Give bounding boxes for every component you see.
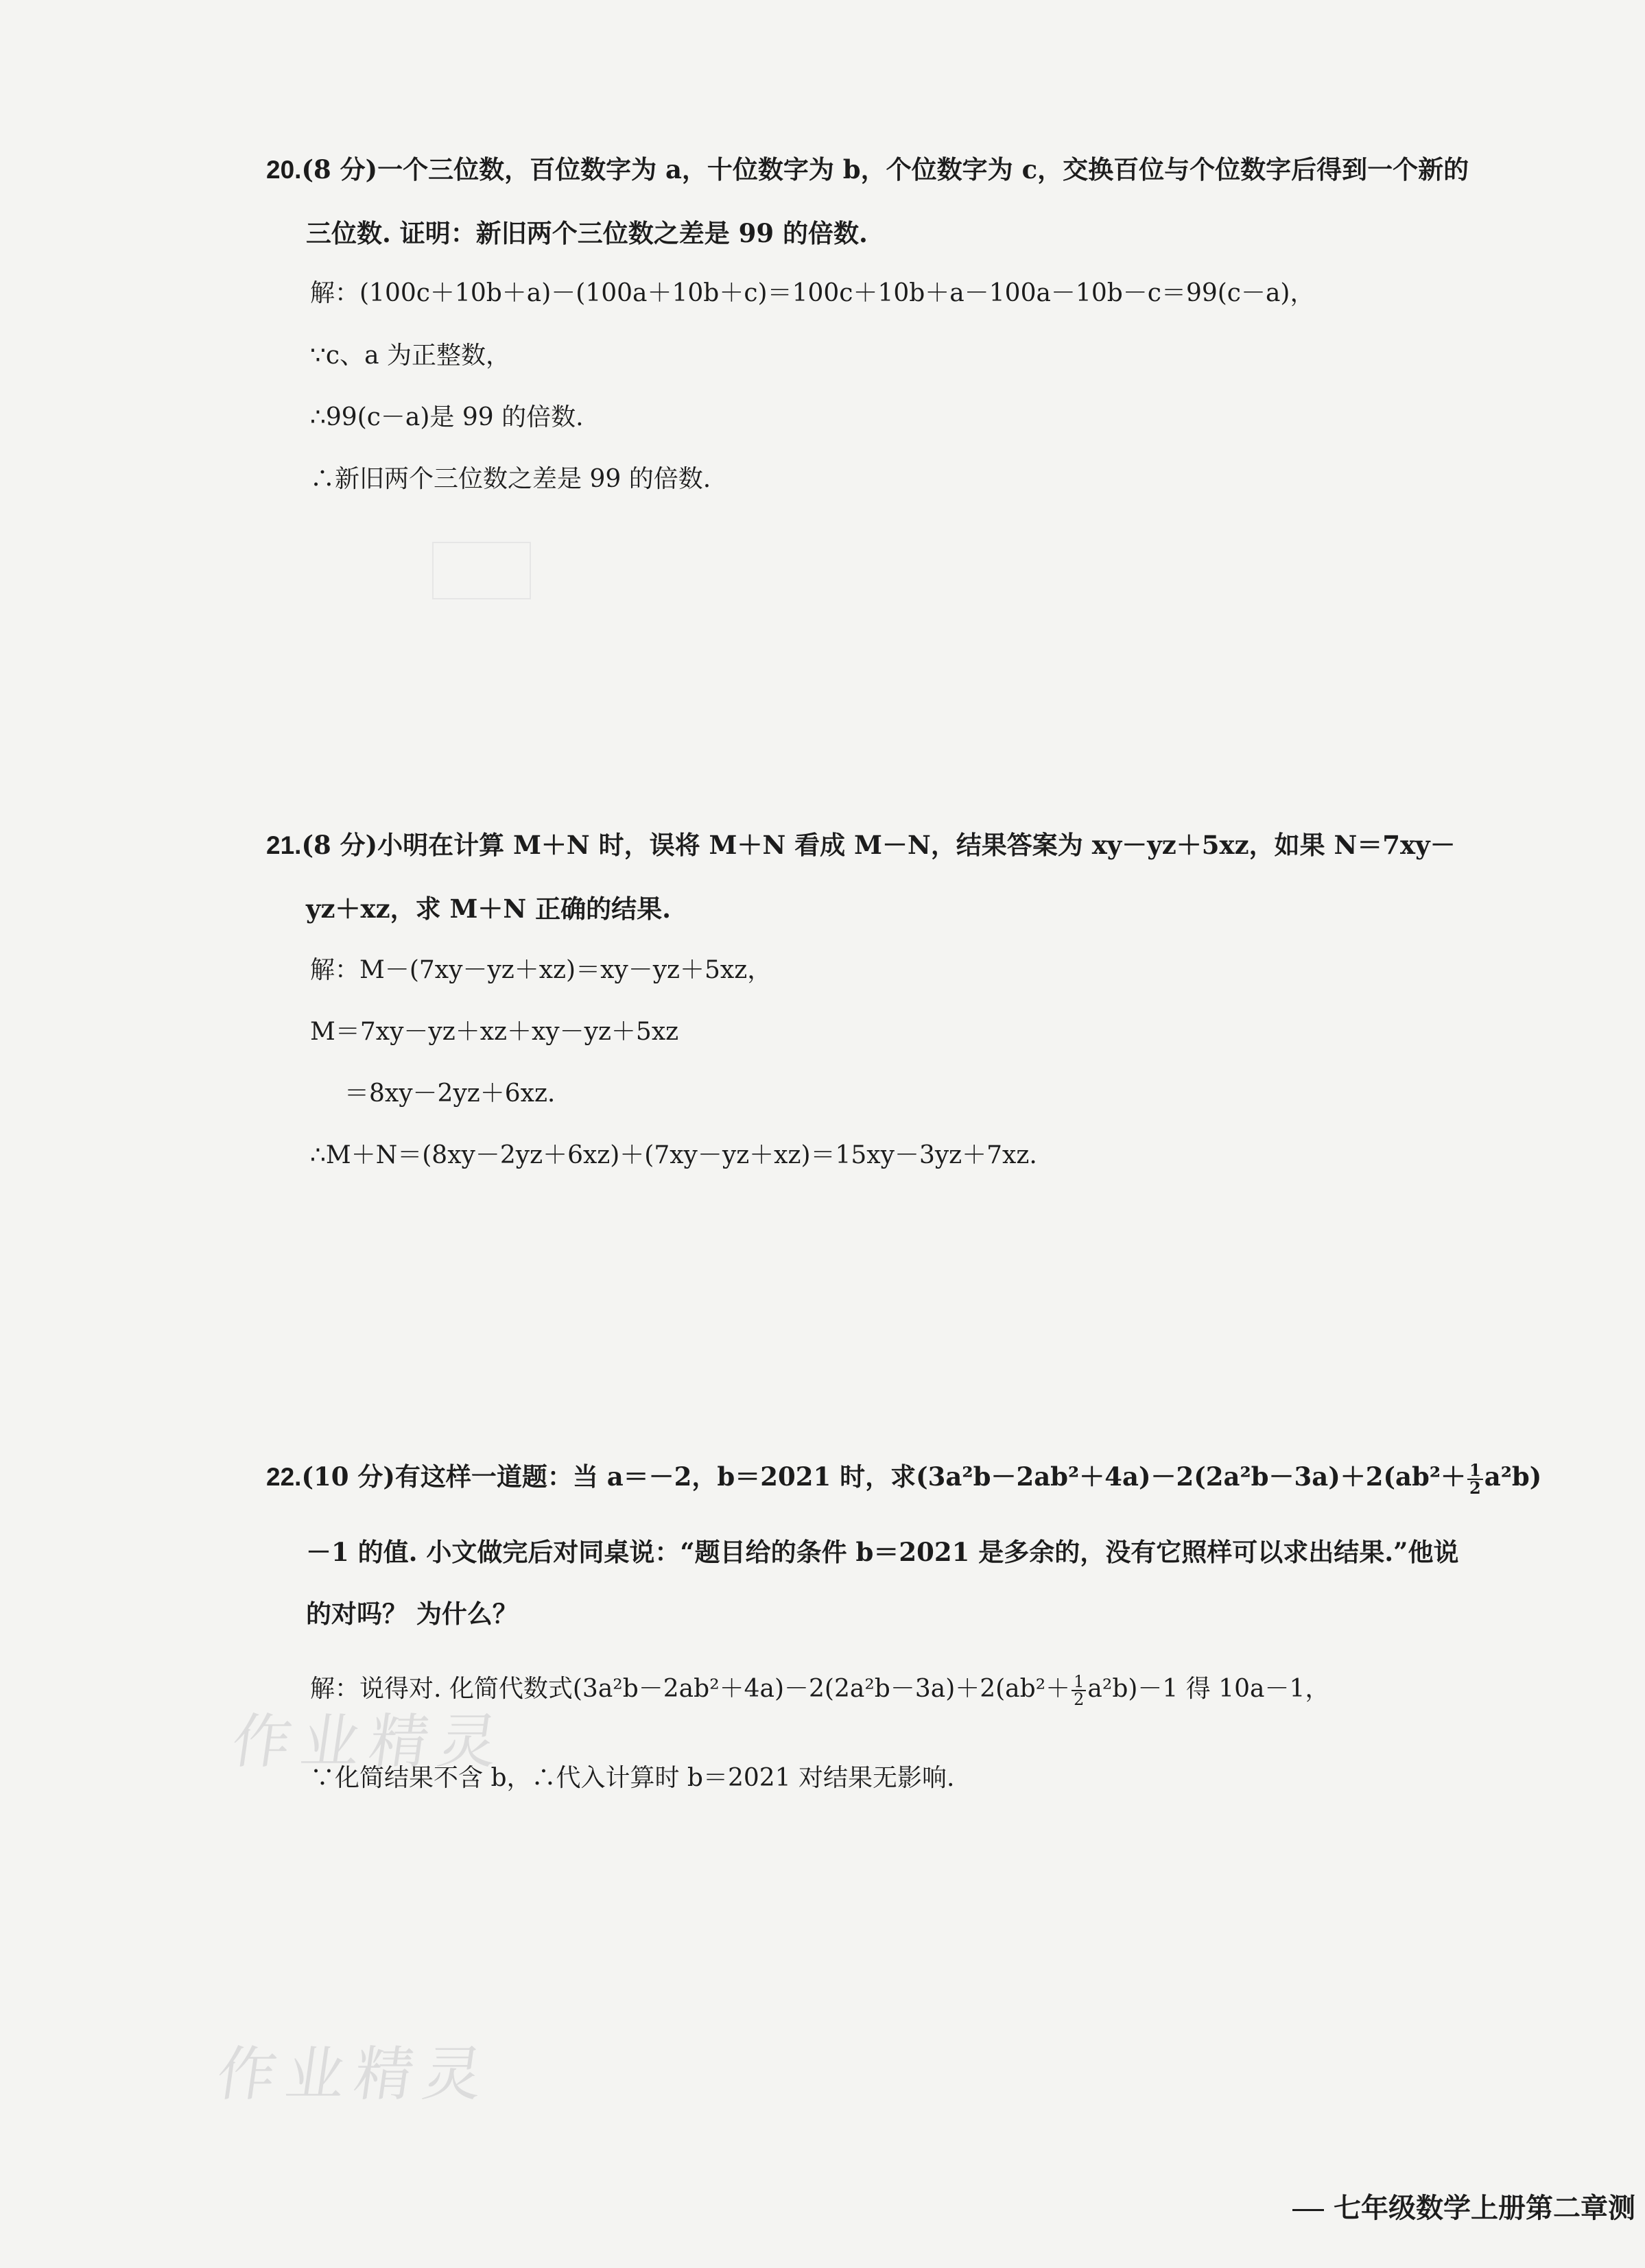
q22-title-line2: －1 的值. 小文做完后对同桌说：“题目给的条件 b＝2021 是多余的，没有它照样可以求出结果.”他说 xyxy=(306,1537,1459,1567)
q20-number: 20. xyxy=(266,156,302,184)
q22-solution-line2: ∵化简结果不含 b，∴代入计算时 b＝2021 对结果无影响. xyxy=(310,1764,955,1792)
q22-title-line1: 22.(10 分)有这样一道题：当 a＝－2，b＝2021 时，求(3a²b－2ab²＋4a)－2(2a²b－3a)＋2(ab²＋ $\frac{1}{2}$ a²b) xyxy=(266,1459,1542,1498)
fraction-one-half: $\frac{1}{2}$ xyxy=(1467,1462,1483,1496)
fraction-one-half: $\frac{1}{2}$ xyxy=(1072,1673,1086,1708)
q21-title-line2: yz＋xz，求 M＋N 正确的结果. xyxy=(306,894,672,924)
q20-solution-line3: ∴99(c－a)是 99 的倍数. xyxy=(310,403,584,431)
footer-dash xyxy=(1292,2209,1324,2211)
q21-solution-line1: 解：M－(7xy－yz＋xz)＝xy－yz＋5xz， xyxy=(310,956,772,984)
q21-solution-line4: ∴M＋N＝(8xy－2yz＋6xz)＋(7xy－yz＋xz)＝15xy－3yz＋7xz. xyxy=(310,1141,1037,1169)
q20-solution-line4: ∴新旧两个三位数之差是 99 的倍数. xyxy=(310,465,711,493)
q22-number: 22. xyxy=(266,1463,302,1491)
watermark: 作业精灵 xyxy=(212,2040,497,2109)
q20-solution-line2: ∵c、a 为正整数， xyxy=(310,342,510,370)
q21-title-line1: 21.(8 分)小明在计算 M＋N 时，误将 M＋N 看成 M－N，结果答案为 xy－yz＋5xz，如果 N＝7xy－ xyxy=(266,830,1456,860)
q20-solution-line1: 解：(100c＋10b＋a)－(100a＋10b＋c)＝100c＋10b＋a－100a－10b－c＝99(c－a)， xyxy=(310,279,1315,307)
page-footer xyxy=(1292,2186,1635,2225)
q21-solution-line3: ＝8xy－2yz＋6xz. xyxy=(344,1079,556,1108)
watermark: 作业精灵 xyxy=(227,1708,512,1776)
q20-title-line1: 20.(8 分)一个三位数，百位数字为 a，十位数字为 b，个位数字为 c，交换百位与个位数字后得到一个新的 xyxy=(266,154,1469,184)
q21-number: 21. xyxy=(266,831,302,859)
faint-box-artifact xyxy=(432,542,531,599)
q22-title-line3: 的对吗？ 为什么？ xyxy=(306,1599,518,1629)
footer-label: 七年级数学上册第二章测 xyxy=(1334,2193,1635,2224)
q21-solution-line2: M＝7xy－yz＋xz＋xy－yz＋5xz xyxy=(310,1018,679,1046)
q22-solution-line1: 解：说得对. 化简代数式(3a²b－2ab²＋4a)－2(2a²b－3a)＋2(ab²＋ $\frac{1}{2}$ a²b)－1 得 10a－1， xyxy=(310,1672,1330,1709)
q20-title-line2: 三位数. 证明：新旧两个三位数之差是 99 的倍数. xyxy=(306,218,868,248)
